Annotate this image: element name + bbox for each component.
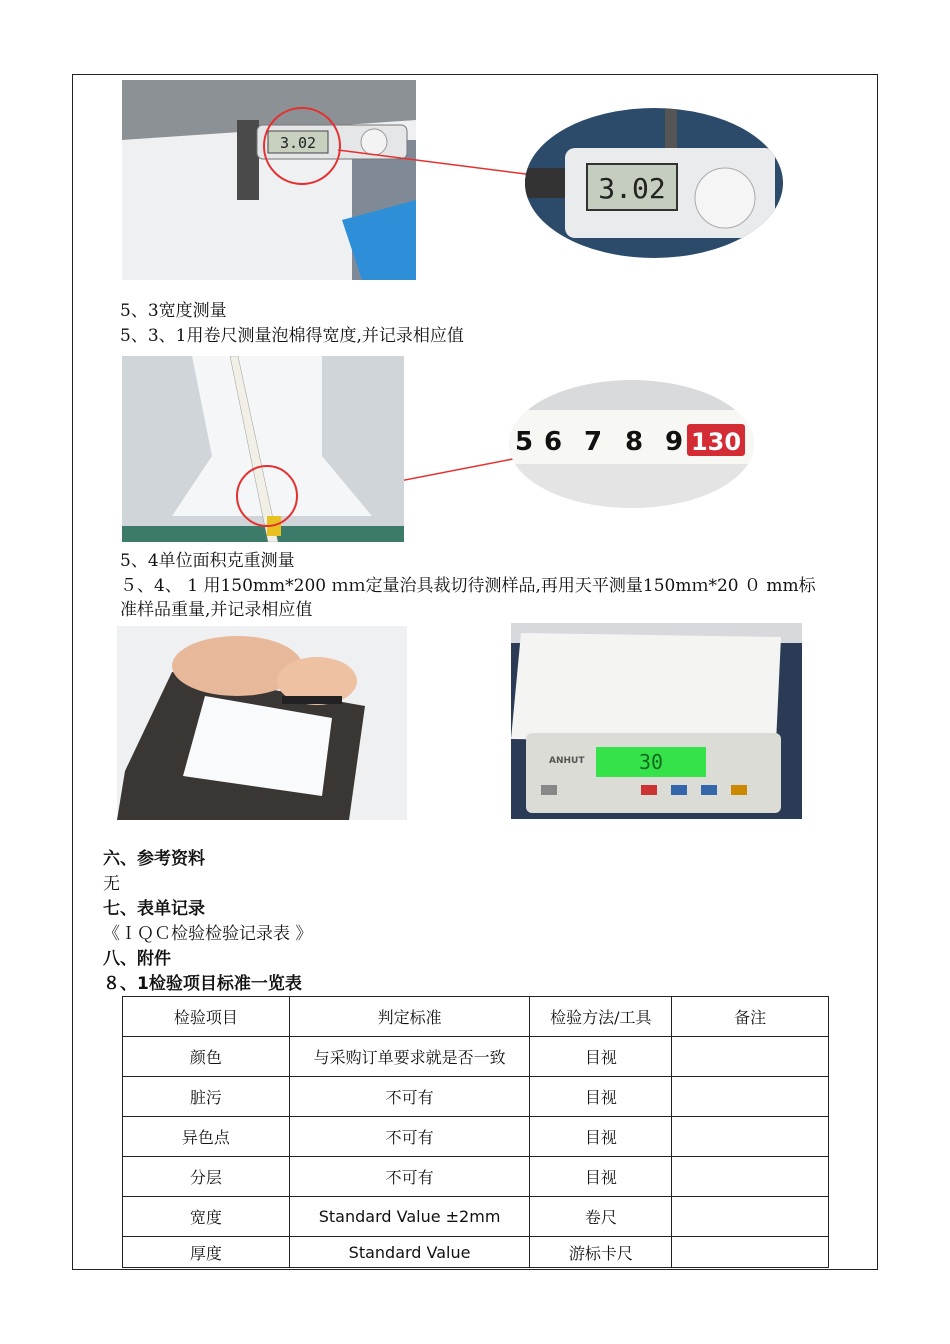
caliper-readout-large: 3.02 bbox=[598, 172, 666, 205]
table-cell bbox=[672, 1077, 829, 1117]
header-cell: 检验项目 bbox=[123, 997, 290, 1037]
header-cell: 备注 bbox=[672, 997, 829, 1037]
table-cell bbox=[672, 1037, 829, 1077]
table-row bbox=[123, 1037, 829, 1077]
table-row bbox=[123, 1077, 829, 1117]
inspection-standard-table bbox=[122, 996, 829, 1268]
table-cell bbox=[672, 1117, 829, 1157]
section-5-4-heading: 5、4单位面积克重测量 bbox=[120, 551, 295, 571]
section-5-3-heading: 5、3宽度测量 bbox=[120, 301, 227, 321]
table-cell: 目视 bbox=[530, 1037, 672, 1077]
table-cell: Standard Value ±2mm bbox=[289, 1197, 530, 1237]
table-cell: 不可有 bbox=[289, 1077, 530, 1117]
header-cell: 判定标准 bbox=[289, 997, 530, 1037]
table-cell bbox=[672, 1237, 829, 1268]
section-6-title: 六、参考资料 bbox=[103, 849, 205, 869]
table-cell: 异色点 bbox=[123, 1117, 290, 1157]
header-cell: 检验方法/工具 bbox=[530, 997, 672, 1037]
table-cell bbox=[672, 1197, 829, 1237]
tape-number-130: 130 bbox=[690, 428, 742, 456]
table-cell bbox=[672, 1157, 829, 1197]
caliper-readout-small: 3.02 bbox=[279, 134, 317, 152]
table-row bbox=[123, 1157, 829, 1197]
table-cell: 厚度 bbox=[123, 1237, 290, 1268]
tape-number-8: 8 bbox=[625, 427, 644, 457]
table-cell: 分层 bbox=[123, 1157, 290, 1197]
cutting-jig-photo bbox=[117, 626, 407, 820]
tape-number-9: 9 bbox=[665, 427, 684, 457]
tape-number-6: 6 bbox=[544, 427, 563, 457]
table-cell: 不可有 bbox=[289, 1117, 530, 1157]
section-5-4-step-line1: ５、4、 1 用150mm*200 ｍｍ定量治具裁切待测样品,再用天平测量150mｍ*20 ０ mm标 bbox=[120, 576, 816, 596]
section-7-title: 七、表单记录 bbox=[103, 899, 205, 919]
table-row bbox=[123, 1237, 829, 1268]
caliper-zoom-photo bbox=[525, 108, 783, 258]
section-7-body: 《ＩＱＣ检验检验记录表 》 bbox=[103, 924, 313, 944]
section-5-4-step-line2: 准样品重量,并记录相应值 bbox=[120, 600, 313, 620]
table-cell: Standard Value bbox=[289, 1237, 530, 1268]
table-cell: 游标卡尺 bbox=[530, 1237, 672, 1268]
table-row bbox=[123, 1117, 829, 1157]
tape-number-5: 5 bbox=[515, 427, 534, 457]
scale-photo bbox=[511, 623, 802, 819]
tape-zoom-photo bbox=[509, 380, 754, 508]
section-6-body: 无 bbox=[103, 874, 120, 894]
table-cell: 不可有 bbox=[289, 1157, 530, 1197]
table-cell: 目视 bbox=[530, 1157, 672, 1197]
table-cell: 目视 bbox=[530, 1077, 672, 1117]
table-cell: 颜色 bbox=[123, 1037, 290, 1077]
section-8-title: 八、附件 bbox=[103, 949, 171, 969]
table-row bbox=[123, 1197, 829, 1237]
table-cell: 脏污 bbox=[123, 1077, 290, 1117]
table-cell: 与采购订单要求就是否一致 bbox=[289, 1037, 530, 1077]
scale-brand: ANHUT bbox=[549, 756, 585, 766]
scale-readout: 30 bbox=[638, 750, 664, 774]
tape-measure-photo bbox=[122, 356, 404, 542]
tape-number-7: 7 bbox=[584, 427, 603, 457]
section-5-3-step: 5、3、1用卷尺测量泡棉得宽度,并记录相应值 bbox=[120, 326, 464, 346]
table-cell: 宽度 bbox=[123, 1197, 290, 1237]
table-cell: 卷尺 bbox=[530, 1197, 672, 1237]
section-8-subtitle: ８、1检验项目标准一览表 bbox=[103, 974, 302, 994]
table-cell: 目视 bbox=[530, 1117, 672, 1157]
table-header-row bbox=[123, 997, 829, 1037]
